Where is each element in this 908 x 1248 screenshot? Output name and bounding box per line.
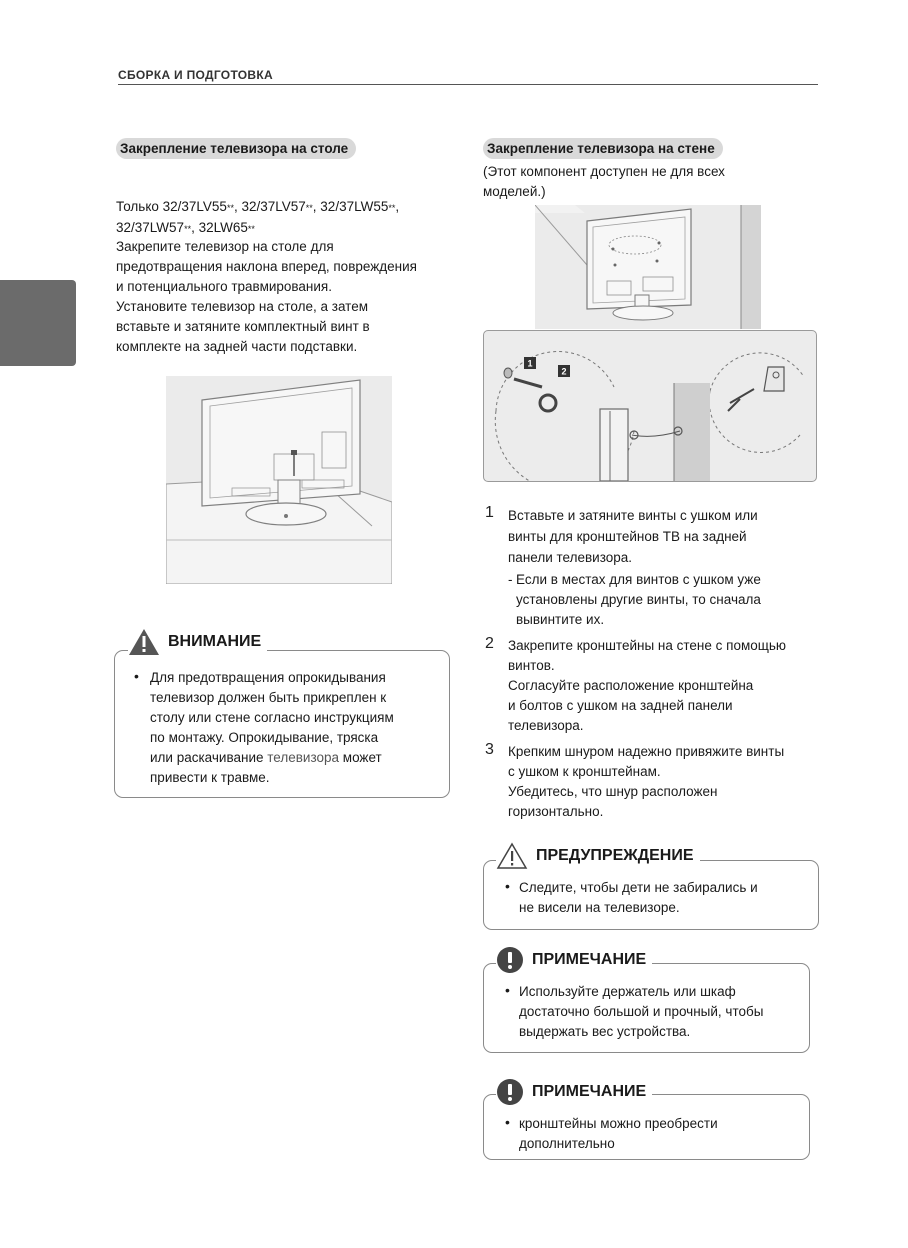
availability-note: (Этот компонент доступен не для всех моделей.)	[483, 164, 725, 199]
step-number-1: 1	[485, 504, 494, 521]
step-label-1: 1	[527, 358, 533, 369]
tv-on-table-illustration	[166, 376, 392, 584]
warning-title: ПРЕДУПРЕЖДЕНИЕ	[496, 842, 700, 870]
bracket-detail-illustration	[483, 330, 817, 482]
note-2-bullet: •	[505, 1114, 510, 1130]
caution-bullet: •	[134, 668, 139, 684]
step-number-2: 2	[485, 635, 494, 652]
note-1-title: ПРИМЕЧАНИЕ	[496, 946, 652, 974]
step-2-text: Закрепите кронштейны на стене с помощью винтов. Согласуйте расположение кронштейна и болтов с ушком на задней панели телевизора.	[508, 638, 787, 733]
note-1-text: Используйте держатель или шкаф достаточно большой и прочный, чтобы выдержать вес устройства.	[519, 984, 764, 1039]
note-2-title: ПРИМЕЧАНИЕ	[496, 1078, 652, 1106]
table-mount-heading: Закрепление телевизора на столе	[116, 138, 356, 159]
step-3-text: Крепким шнуром надежно привяжите винты с ушком к кронштейнам. Убедитесь, что шнур расположен горизонтально.	[508, 744, 785, 819]
step-1-text: Вставьте и затяните винты с ушком или винты для кронштейнов ТВ на задней панели телевизора.	[508, 508, 758, 565]
step-label-2: 2	[561, 366, 567, 377]
header-divider	[118, 84, 818, 85]
tv-back-wall-illustration	[535, 205, 761, 329]
step-1-sub-text: Если в местах для винтов с ушком уже установлены другие винты, то сначала вывинтите их.	[516, 572, 761, 627]
note-1-bullet: •	[505, 982, 510, 998]
section-header-title: СБОРКА И ПОДГОТОВКА	[118, 68, 273, 82]
warning-text: Следите, чтобы дети не забирались и не висели на телевизоре.	[519, 880, 758, 915]
model-list: Только 32/37LV55**, 32/37LV57**, 32/37LW55**, 32/37LW57**, 32LW65**	[116, 199, 400, 235]
chapter-side-tab	[0, 280, 76, 366]
step-1-sub-dash: -	[508, 572, 513, 587]
caution-title: ВНИМАНИЕ	[128, 628, 267, 656]
info-exclamation-icon	[496, 1078, 524, 1106]
warning-bullet: •	[505, 878, 510, 894]
warning-triangle-outline-icon	[496, 842, 528, 870]
warning-triangle-filled-icon	[128, 628, 160, 656]
note-2-text: кронштейны можно преобрести дополнительно	[519, 1116, 718, 1151]
step-number-3: 3	[485, 741, 494, 758]
wall-mount-heading: Закрепление телевизора на стене	[483, 138, 723, 159]
caution-text: Для предотвращения опрокидывания телевизор должен быть прикреплен к столу или стене согласно инструкциям по монтажу. Опрокидывание, тряска или раскачивание телевизора может привести к травме.	[150, 670, 394, 785]
info-exclamation-icon	[496, 946, 524, 974]
table-mount-instructions: Закрепите телевизор на столе для предотвращения наклона вперед, повреждения и потенциального травмирования. Установите телевизор на столе, а затем вставьте и затяните комплектный винт в комплекте на задней части подставки.	[116, 239, 417, 354]
